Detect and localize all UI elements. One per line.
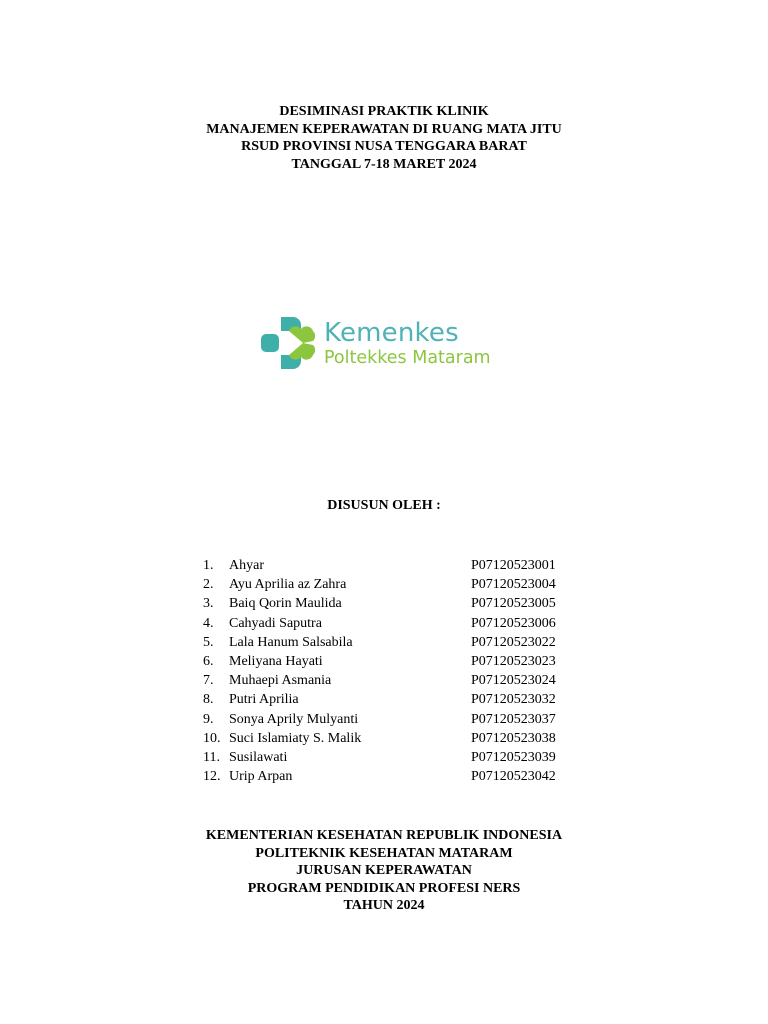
list-item bbox=[203, 614, 583, 633]
author-name: Sonya Aprily Mulyanti bbox=[229, 711, 359, 727]
author-nim: P07120523032 bbox=[471, 692, 556, 708]
list-item bbox=[203, 671, 583, 690]
kemenkes-logo bbox=[259, 313, 519, 373]
author-nim: P07120523039 bbox=[471, 749, 556, 765]
institution-footer bbox=[0, 827, 768, 915]
list-item bbox=[203, 556, 583, 575]
author-name: Baiq Qorin Maulida bbox=[229, 596, 342, 612]
author-name: Meliyana Hayati bbox=[229, 653, 323, 669]
author-name: Susilawati bbox=[229, 749, 288, 765]
author-number: 5. bbox=[203, 634, 214, 650]
footer-line: KEMENTERIAN KESEHATAN REPUBLIK INDONESIA bbox=[205, 828, 563, 843]
title-line: MANAJEMEN KEPERAWATAN DI RUANG MATA JITU bbox=[206, 121, 562, 137]
author-nim: P07120523037 bbox=[471, 711, 556, 727]
list-item bbox=[203, 633, 583, 652]
footer-line: JURUSAN KEPERAWATAN bbox=[296, 863, 472, 878]
author-list bbox=[203, 556, 583, 786]
author-number: 8. bbox=[203, 692, 214, 708]
logo-wordmark bbox=[324, 319, 491, 369]
author-number: 2. bbox=[203, 577, 214, 593]
title-line: DESIMINASI PRAKTIK KLINIK bbox=[279, 104, 489, 119]
list-item bbox=[203, 729, 583, 748]
author-nim: P07120523038 bbox=[471, 730, 556, 746]
author-name: Cahyadi Saputra bbox=[229, 615, 322, 631]
author-name: Lala Hanum Salsabila bbox=[229, 634, 353, 650]
list-item bbox=[203, 767, 583, 786]
logo-subtitle-text: Poltekkes Mataram bbox=[324, 348, 491, 368]
kemenkes-logo-mark-icon bbox=[259, 313, 319, 373]
list-item bbox=[203, 690, 583, 709]
list-item bbox=[203, 575, 583, 594]
author-nim: P07120523005 bbox=[471, 596, 556, 612]
title-line: TANGGAL 7-18 MARET 2024 bbox=[291, 156, 477, 172]
list-item bbox=[203, 710, 583, 729]
author-name: Putri Aprilia bbox=[229, 692, 299, 708]
list-item bbox=[203, 652, 583, 671]
author-name: Ayu Aprilia az Zahra bbox=[229, 577, 347, 593]
list-item bbox=[203, 748, 583, 767]
author-number: 3. bbox=[203, 596, 214, 612]
title-line: RSUD PROVINSI NUSA TENGGARA BARAT bbox=[241, 139, 527, 154]
author-nim: P07120523024 bbox=[471, 673, 556, 689]
author-nim: P07120523023 bbox=[471, 653, 556, 669]
document-title bbox=[0, 103, 768, 173]
author-number: 7. bbox=[203, 673, 214, 689]
author-name: Muhaepi Asmania bbox=[229, 673, 332, 689]
author-name: Suci Islamiaty S. Malik bbox=[229, 730, 362, 746]
list-item bbox=[203, 594, 583, 613]
author-number: 1. bbox=[203, 558, 214, 573]
author-nim: P07120523004 bbox=[471, 577, 556, 593]
author-name: Ahyar bbox=[229, 558, 264, 573]
author-nim: P07120523001 bbox=[471, 558, 556, 573]
footer-line: TAHUN 2024 bbox=[343, 898, 425, 913]
author-nim: P07120523042 bbox=[471, 769, 556, 785]
author-number: 12. bbox=[203, 769, 221, 785]
logo-brand-text: Kemenkes bbox=[324, 318, 459, 348]
author-nim: P07120523022 bbox=[471, 634, 556, 650]
author-nim: P07120523006 bbox=[471, 615, 556, 631]
author-number: 6. bbox=[203, 653, 214, 669]
author-name: Urip Arpan bbox=[229, 769, 293, 785]
footer-line: PROGRAM PENDIDIKAN PROFESI NERS bbox=[247, 880, 521, 896]
author-number: 9. bbox=[203, 711, 214, 727]
footer-line: POLITEKNIK KESEHATAN MATARAM bbox=[255, 845, 513, 861]
author-number: 11. bbox=[203, 749, 220, 765]
byline: DISUSUN OLEH : bbox=[327, 498, 441, 513]
author-number: 10. bbox=[203, 730, 221, 746]
author-number: 4. bbox=[203, 615, 214, 631]
